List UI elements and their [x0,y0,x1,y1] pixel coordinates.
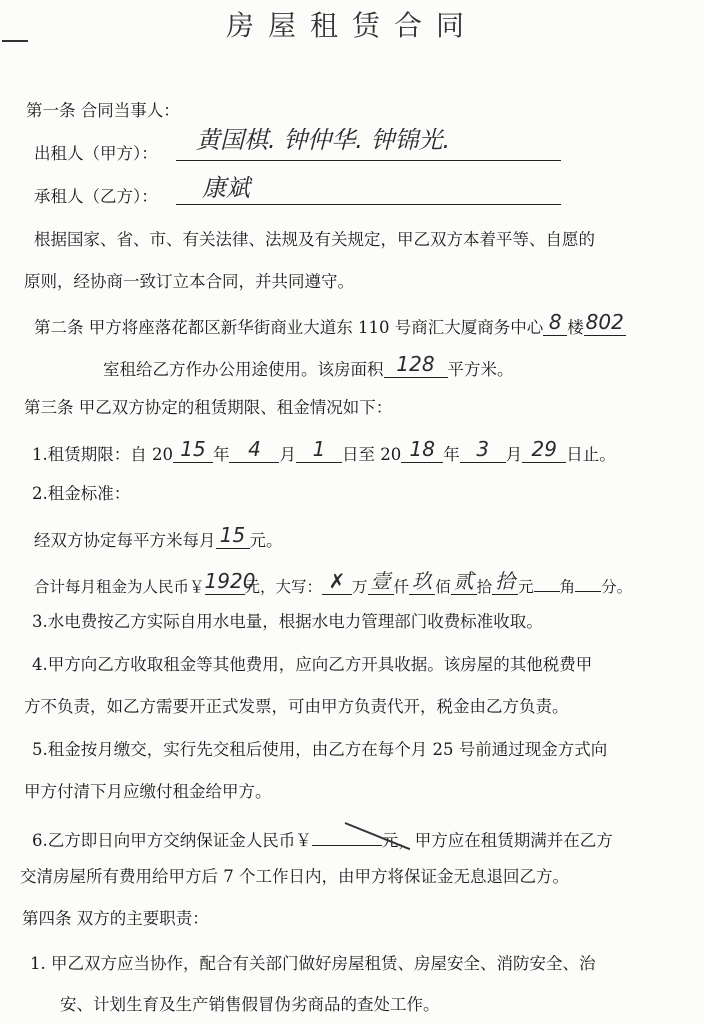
total-value: 1920 [204,569,256,593]
shi-unit: 拾 [476,578,493,596]
rent-standard-heading: 2.租金标准： [32,484,131,503]
deposit-clause-line-2: 交清房屋所有费用给甲方后 7 个工作日内，由甲方将保证金无息退回乙方。 [20,867,569,886]
year-unit-2: 年 [443,445,460,464]
end-day-blank [522,437,566,463]
start-year: 15 [180,437,206,461]
room-value: 802 [585,310,624,334]
total-text: 合计每月租金为人民币￥ [34,578,205,596]
payment-clause-line-1: 5.租金按月缴交，实行先交租后使用，由乙方在每个月 25 号前通过现金方式向 [32,740,608,759]
yuan-unit: 元 [518,578,534,596]
day-unit-1: 日至 20 [341,445,402,464]
lessee-label: 承租人（乙方）： [34,187,158,206]
area-unit: 平方米。 [447,360,514,379]
bai-blank [409,569,435,595]
utilities-clause: 3.水电费按乙方实际自用水电量，根据水电力管理部门收费标准收取。 [32,612,543,631]
floor-unit: 楼 [567,318,584,337]
deposit-clause-line-1 [32,826,613,850]
floor-blank [543,310,567,336]
basis-line-2: 原则，经协商一致订立本合同，并共同遵守。 [24,272,354,291]
floor-value: 8 [548,310,562,334]
jiao-blank [534,572,560,592]
per-sqm-blank [216,523,250,549]
wan-blank [322,569,352,595]
year-unit-1: 年 [212,445,230,464]
start-month: 4 [248,437,261,461]
term-prefix: 1.租赁期限：自 20 [32,445,173,464]
shi-blank [451,569,477,595]
room-blank [584,310,626,336]
lessee-underline [176,204,561,205]
total-mid-text: 元，大写： [244,578,323,596]
start-day-blank [296,437,342,463]
deposit-post-text: 元，甲方应在租赁期满并在乙方 [381,831,613,850]
lessor-label: 出租人（甲方）： [34,144,158,163]
day-unit-2: 日止。 [566,445,616,464]
month-unit-1: 月 [279,445,296,464]
deposit-blank [312,826,382,846]
per-sqm-value: 15 [219,523,246,547]
area-blank [384,352,448,378]
margin-mark [2,40,28,42]
qian-blank [368,569,394,595]
start-month-blank [229,437,279,463]
article-3-heading: 第三条 甲乙双方协定的租赁期限、租金情况如下： [24,398,393,417]
bai-value: 玖 [412,569,433,593]
shi-value: 贰 [453,569,474,593]
article-2-line-2 [103,352,514,379]
article-2-line-1 [34,310,626,337]
total-blank [204,569,256,595]
lease-term-line [32,437,616,464]
lessor-handwritten-names: 黄国棋. 钟仲华. 钟锦光. [196,126,451,154]
article-4-heading: 第四条 双方的主要职责： [22,909,209,928]
end-month-blank [460,437,506,463]
qian-value: 壹 [370,569,391,593]
duties-line-2: 安、计划生育及生产销售假冒伪劣商品的查处工作。 [60,995,440,1014]
duties-line-1: 1. 甲乙双方应当协作，配合有关部门做好房屋租赁、房屋安全、消防安全、治 [30,954,596,973]
article-1-heading: 第一条 合同当事人： [26,101,180,120]
end-day: 29 [531,437,557,461]
per-sqm-unit: 元。 [249,531,283,550]
basis-line-1: 根据国家、省、市、有关法律、法规及有关规定，甲乙双方本着平等、自愿的 [34,230,595,249]
month-unit-2: 月 [505,445,523,464]
receipt-clause-line-1: 4.甲方向乙方收取租金等其他费用，应向乙方开具收据。该房屋的其他税费甲 [32,655,593,674]
fen-unit: 分。 [601,578,633,596]
article-2-use-text: 室租给乙方作办公用途使用。该房面积 [103,360,384,379]
jiao-unit: 角 [559,578,576,596]
lessee-handwritten-name: 康斌 [202,174,250,202]
bai-unit: 佰 [435,578,451,596]
document-title: 房屋租赁合同 [225,9,478,42]
per-sqm-line [34,523,283,550]
yuan-blank [492,569,518,595]
end-month: 3 [476,437,490,461]
end-year: 18 [409,437,435,461]
monthly-total-line [34,569,633,596]
article-2-text: 第二条 甲方将座落花都区新华街商业大道东 110 号商汇大厦商务中心 [34,318,544,337]
start-day: 1 [312,437,326,461]
qian-unit: 仟 [393,578,410,596]
fen-blank [575,572,601,592]
deposit-text: 6.乙方即日向甲方交纳保证金人民币￥ [32,831,312,850]
payment-clause-line-2: 甲方付清下月应缴付租金给甲方。 [24,782,272,801]
wan-unit: 万 [352,578,368,596]
end-year-blank [401,437,443,463]
per-sqm-text: 经双方协定每平方米每月 [34,531,216,550]
area-value: 128 [396,352,435,376]
wan-value: ✗ [328,569,346,593]
yuan-value: 拾 [495,569,516,593]
lessor-underline [176,160,561,161]
start-year-blank [173,437,213,463]
receipt-clause-line-2: 方不负责，如乙方需要开正式发票，可由甲方负责代开，税金由乙方负责。 [24,697,569,716]
